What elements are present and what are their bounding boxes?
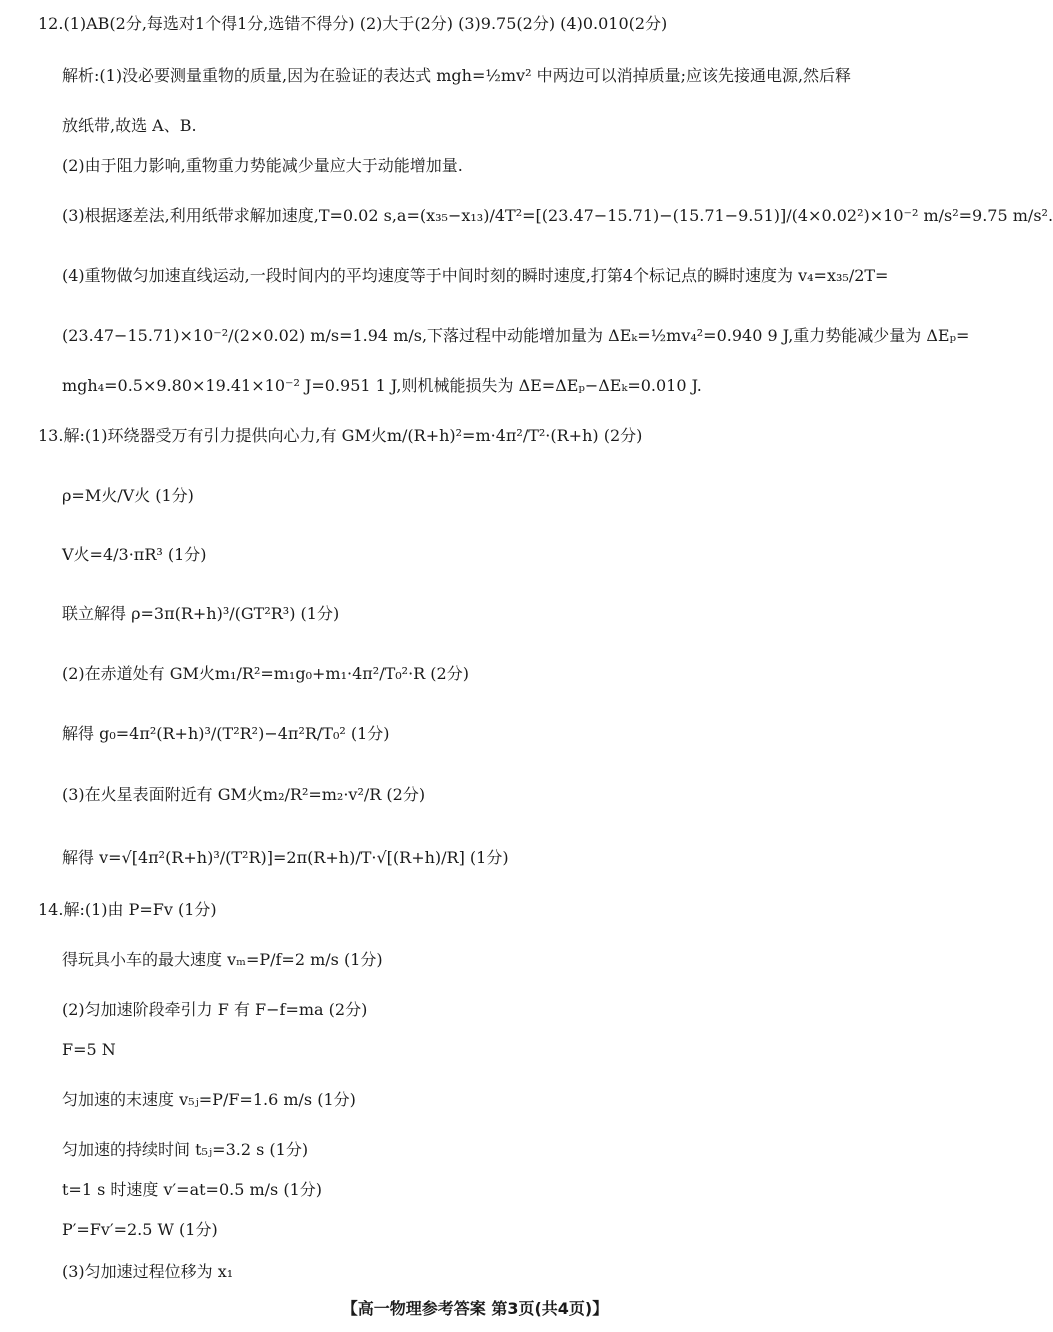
q13-line-3: V火=4/3·πR³ (1分) xyxy=(62,545,207,564)
q13-line-7: (3)在火星表面附近有 GM火m₂/R²=m₂·v²/R (2分) xyxy=(62,785,426,804)
q12-analysis-2: (2)由于阻力影响,重物重力势能减少量应大于动能增加量. xyxy=(62,156,463,175)
q14-line-5: 匀加速的末速度 v₅ⱼ=P/F=1.6 m/s (1分) xyxy=(62,1090,356,1109)
q12-analysis-4a: (4)重物做匀加速直线运动,一段时间内的平均速度等于中间时刻的瞬时速度,打第4个标记点的瞬时速度为 v₄=x₃₅/2T= xyxy=(62,266,889,285)
q13-line-2: ρ=M火/V火 (1分) xyxy=(62,486,194,505)
q14-line-6: 匀加速的持续时间 t₅ⱼ=3.2 s (1分) xyxy=(62,1140,309,1159)
q14-line-7: t=1 s 时速度 v′=at=0.5 m/s (1分) xyxy=(62,1180,322,1199)
q12-analysis-1a: 解析:(1)没必要测量重物的质量,因为在验证的表达式 mgh=½mv² 中两边可以消掉质量;应该先接通电源,然后释 xyxy=(62,66,852,85)
q12-header: 12.(1)AB(2分,每选对1个得1分,选错不得分) (2)大于(2分) (3)9.75(2分) (4)0.010(2分) xyxy=(38,14,668,33)
q14-line-2: 得玩具小车的最大速度 vₘ=P/f=2 m/s (1分) xyxy=(62,950,383,969)
q12-analysis-3: (3)根据逐差法,利用纸带求解加速度,T=0.02 s,a=(x₃₅−x₁₃)/4T²=[(23.47−15.71)−(15.71−9.51)]/(4×0.02²)×10⁻² m/s²=9.75 m/s². xyxy=(62,206,1053,225)
q12-analysis-4b: (23.47−15.71)×10⁻²/(2×0.02) m/s=1.94 m/s,下落过程中动能增加量为 ΔEₖ=½mv₄²=0.940 9 J,重力势能减少量为 ΔEₚ= xyxy=(62,326,970,345)
q13-line-4: 联立解得 ρ=3π(R+h)³/(GT²R³) (1分) xyxy=(62,604,340,623)
q14-line-3: (2)匀加速阶段牵引力 F 有 F−f=ma (2分) xyxy=(62,1000,368,1019)
q13-line-8: 解得 v=√[4π²(R+h)³/(T²R)]=2π(R+h)/T·√[(R+h)/R] (1分) xyxy=(62,848,509,867)
q13-line-6: 解得 g₀=4π²(R+h)³/(T²R²)−4π²R/T₀² (1分) xyxy=(62,724,390,743)
q13-line-1: 13.解:(1)环绕器受万有引力提供向心力,有 GM火m/(R+h)²=m·4π²/T²·(R+h) (2分) xyxy=(38,426,643,445)
q13-line-5: (2)在赤道处有 GM火m₁/R²=m₁g₀+m₁·4π²/T₀²·R (2分) xyxy=(62,664,469,683)
page-footer: 【高一物理参考答案 第3页(共4页)】 xyxy=(341,1299,609,1318)
q14-line-1: 14.解:(1)由 P=Fv (1分) xyxy=(38,900,217,919)
q14-line-8: P′=Fv′=2.5 W (1分) xyxy=(62,1220,218,1239)
q12-analysis-1b: 放纸带,故选 A、B. xyxy=(62,116,197,135)
q14-line-4: F=5 N xyxy=(62,1040,116,1059)
q12-analysis-4c: mgh₄=0.5×9.80×19.41×10⁻² J=0.951 1 J,则机械能损失为 ΔE=ΔEₚ−ΔEₖ=0.010 J. xyxy=(62,376,702,395)
q14-line-9: (3)匀加速过程位移为 x₁ xyxy=(62,1262,234,1281)
